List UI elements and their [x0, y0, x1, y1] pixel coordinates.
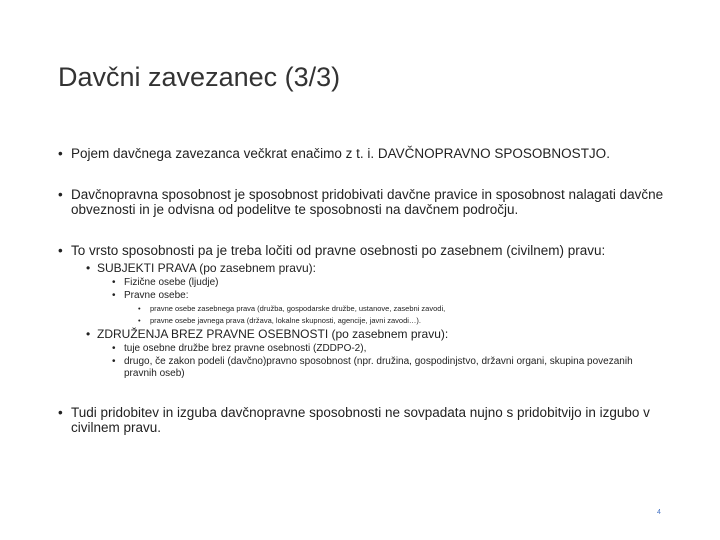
sub-bullet-item — [86, 261, 316, 275]
sub-sub-bullet-item — [112, 290, 189, 302]
bullet-item — [58, 187, 678, 217]
bullet-item — [58, 146, 678, 161]
bullet-text: SUBJEKTI PRAVA (po zasebnem pravu): — [97, 261, 316, 275]
bullet-text: Tudi pridobitev in izguba davčnopravne sposobnosti ne sovpadata nujno s pridobitvijo in izgubo v civilnem pravu. — [71, 405, 650, 435]
bullet-text: tuje osebne družbe brez pravne osebnosti (ZDDPO-2), — [124, 343, 367, 354]
bullet-icon: • — [58, 187, 63, 202]
bullet-icon: • — [86, 327, 91, 341]
bullet-icon: • — [138, 304, 141, 313]
bullet-item — [58, 405, 678, 435]
page-number: 4 — [657, 509, 661, 516]
bullet-item — [58, 243, 678, 258]
bullet-text: Davčnopravna sposobnost je sposobnost pridobivati davčne pravice in sposobnost nalagati davčne obveznosti in je odvisna od podelitve te sposobnosti na davčnem področju. — [71, 187, 664, 217]
bullet-icon: • — [112, 290, 116, 301]
bullet-text: To vrsto sposobnosti pa je treba ločiti od pravne osebnosti po zasebnem (civilnem) pravu: — [71, 243, 606, 258]
bullet-icon: • — [112, 343, 116, 354]
bullet-icon: • — [58, 146, 63, 161]
bullet-text: pravne osebe zasebnega prava (družba, gospodarske družbe, ustanove, zasebni zavodi, — [150, 304, 446, 313]
bullet-icon: • — [138, 316, 141, 325]
level4-bullet-item — [138, 316, 421, 325]
bullet-text: Pojem davčnega zavezanca večkrat enačimo z t. i. DAVČNOPRAVNO SPOSOBNOSTJO. — [71, 146, 610, 161]
bullet-icon: • — [112, 356, 116, 367]
sub-sub-bullet-item — [112, 356, 642, 380]
bullet-icon: • — [58, 405, 63, 420]
sub-bullet-item — [86, 327, 448, 341]
slide-title: Davčni zavezanec (3/3) — [58, 62, 341, 92]
bullet-text: ZDRUŽENJA BREZ PRAVNE OSEBNOSTI (po zasebnem pravu): — [97, 327, 449, 341]
bullet-text: Fizične osebe (ljudje) — [124, 277, 219, 288]
bullet-icon: • — [112, 277, 116, 288]
bullet-text: pravne osebe javnega prava (država, lokalne skupnosti, agencije, javni zavodi…). — [150, 316, 421, 325]
level4-bullet-item — [138, 304, 445, 313]
bullet-icon: • — [58, 243, 63, 258]
bullet-text: drugo, če zakon podeli (davčno)pravno sposobnost (npr. družina, gospodinjstvo, državni organi, skupina povezanih pravnih oseb) — [124, 356, 633, 379]
sub-sub-bullet-item — [112, 343, 366, 355]
sub-sub-bullet-item — [112, 277, 219, 289]
bullet-text: Pravne osebe: — [124, 290, 189, 301]
bullet-icon: • — [86, 261, 91, 275]
